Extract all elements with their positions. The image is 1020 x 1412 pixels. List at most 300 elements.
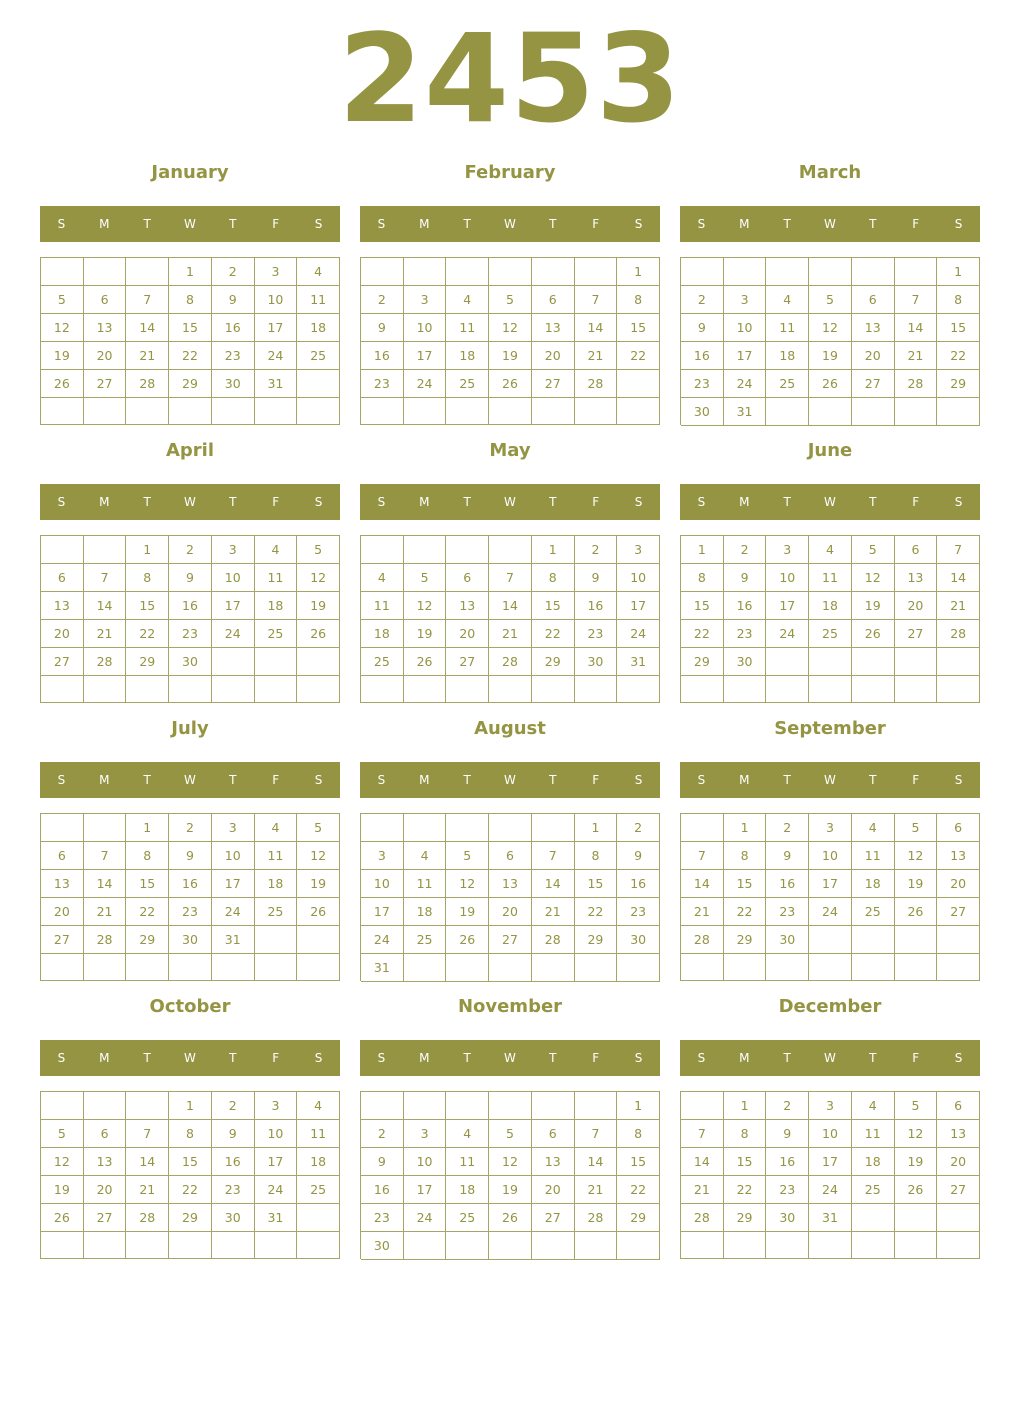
weekday-label: T (869, 1051, 877, 1065)
day-cell: 24 (617, 620, 660, 648)
day-cell: 17 (212, 592, 255, 620)
day-cell: 9 (361, 314, 404, 342)
day-cell: 17 (404, 1176, 447, 1204)
day-cell: 4 (766, 286, 809, 314)
month-name: April (165, 440, 215, 461)
day-cell: 4 (361, 564, 404, 592)
empty-day-cell (895, 1232, 938, 1259)
day-cell: 6 (41, 842, 84, 870)
day-cell: 29 (169, 1204, 212, 1232)
day-grid (40, 257, 340, 425)
day-cell: 10 (404, 314, 447, 342)
day-cell: 1 (126, 536, 169, 564)
weekday-label: F (912, 773, 920, 787)
day-cell: 10 (617, 564, 660, 592)
day-cell: 28 (489, 648, 532, 676)
day-cell: 24 (255, 1176, 298, 1204)
day-cell: 13 (489, 870, 532, 898)
day-cell: 11 (766, 314, 809, 342)
year-title: 2453 (338, 8, 682, 150)
day-cell: 24 (809, 1176, 852, 1204)
weekday-label: T (549, 217, 557, 231)
day-cell: 8 (617, 1120, 660, 1148)
empty-day-cell (724, 676, 767, 703)
day-cell: 16 (617, 870, 660, 898)
empty-day-cell (169, 398, 212, 425)
empty-day-cell (297, 1204, 340, 1232)
day-cell: 29 (575, 926, 618, 954)
day-cell: 18 (852, 870, 895, 898)
weekday-label: S (634, 495, 643, 509)
empty-day-cell (41, 398, 84, 425)
day-cell: 26 (489, 1204, 532, 1232)
empty-day-cell (297, 370, 340, 398)
day-cell: 24 (404, 370, 447, 398)
weekday-label: T (869, 773, 877, 787)
month-june (680, 438, 980, 708)
empty-day-cell (446, 398, 489, 425)
weekday-header (360, 484, 660, 520)
weekday-label: S (697, 217, 706, 231)
empty-day-cell (852, 926, 895, 954)
day-cell: 11 (255, 842, 298, 870)
day-cell: 1 (169, 258, 212, 286)
day-cell: 1 (126, 814, 169, 842)
weekday-header (680, 762, 980, 798)
empty-day-cell (575, 676, 618, 703)
weekday-label: S (697, 495, 706, 509)
weekday-header (360, 206, 660, 242)
day-cell: 29 (126, 926, 169, 954)
weekday-label: W (824, 1051, 836, 1065)
empty-day-cell (84, 398, 127, 425)
empty-day-cell (297, 926, 340, 954)
day-cell: 19 (852, 592, 895, 620)
day-cell: 12 (489, 1148, 532, 1176)
day-cell: 8 (169, 286, 212, 314)
weekday-label: M (739, 773, 750, 787)
day-cell: 19 (404, 620, 447, 648)
empty-day-cell (724, 1232, 767, 1259)
empty-day-cell (937, 954, 980, 981)
day-cell: 13 (84, 1148, 127, 1176)
day-cell: 25 (404, 926, 447, 954)
month-name: February (464, 162, 556, 183)
weekday-label: T (229, 1051, 237, 1065)
day-cell: 17 (361, 898, 404, 926)
empty-day-cell (126, 954, 169, 981)
day-cell: 15 (126, 870, 169, 898)
day-cell: 12 (489, 314, 532, 342)
weekday-label: T (229, 217, 237, 231)
day-cell: 1 (617, 258, 660, 286)
day-cell: 11 (852, 842, 895, 870)
day-cell: 12 (297, 842, 340, 870)
weekday-label: M (99, 217, 110, 231)
day-cell: 31 (212, 926, 255, 954)
day-cell: 9 (212, 286, 255, 314)
month-march (680, 160, 980, 430)
day-cell: 4 (297, 1092, 340, 1120)
day-cell: 15 (937, 314, 980, 342)
day-cell: 3 (809, 814, 852, 842)
day-cell: 4 (446, 1120, 489, 1148)
empty-day-cell (212, 954, 255, 981)
day-cell: 19 (41, 1176, 84, 1204)
day-cell: 22 (126, 898, 169, 926)
weekday-label: S (954, 495, 963, 509)
day-cell: 1 (681, 536, 724, 564)
day-cell: 28 (84, 926, 127, 954)
day-cell: 28 (681, 926, 724, 954)
empty-day-cell (361, 398, 404, 425)
empty-day-cell (937, 1204, 980, 1232)
day-cell: 18 (297, 314, 340, 342)
day-cell: 23 (361, 370, 404, 398)
day-cell: 8 (169, 1120, 212, 1148)
day-cell: 20 (937, 1148, 980, 1176)
weekday-label: W (824, 773, 836, 787)
month-february (360, 160, 660, 430)
day-cell: 19 (809, 342, 852, 370)
weekday-label: S (57, 495, 66, 509)
day-cell: 12 (809, 314, 852, 342)
day-cell: 12 (446, 870, 489, 898)
empty-day-cell (297, 954, 340, 981)
day-cell: 20 (41, 898, 84, 926)
empty-day-cell (532, 398, 575, 425)
day-cell: 9 (724, 564, 767, 592)
day-cell: 14 (84, 592, 127, 620)
day-cell: 14 (937, 564, 980, 592)
day-cell: 22 (937, 342, 980, 370)
day-cell: 5 (895, 814, 938, 842)
day-cell: 29 (724, 1204, 767, 1232)
empty-day-cell (937, 676, 980, 703)
day-cell: 11 (297, 286, 340, 314)
empty-day-cell (532, 814, 575, 842)
day-cell: 18 (446, 1176, 489, 1204)
day-cell: 29 (126, 648, 169, 676)
empty-day-cell (84, 676, 127, 703)
day-cell: 20 (84, 342, 127, 370)
empty-day-cell (212, 676, 255, 703)
day-cell: 3 (212, 536, 255, 564)
empty-day-cell (446, 258, 489, 286)
day-cell: 9 (575, 564, 618, 592)
weekday-label: T (869, 495, 877, 509)
day-cell: 9 (212, 1120, 255, 1148)
day-cell: 12 (297, 564, 340, 592)
empty-day-cell (852, 258, 895, 286)
empty-day-cell (446, 1232, 489, 1260)
weekday-label: S (697, 1051, 706, 1065)
empty-day-cell (489, 954, 532, 982)
day-cell: 18 (404, 898, 447, 926)
weekday-label: W (184, 217, 196, 231)
day-cell: 27 (532, 1204, 575, 1232)
day-cell: 11 (297, 1120, 340, 1148)
weekday-label: T (229, 495, 237, 509)
weekday-label: S (314, 773, 323, 787)
empty-day-cell (84, 1092, 127, 1120)
weekday-header (360, 1040, 660, 1076)
month-december (680, 994, 980, 1264)
day-cell: 22 (724, 1176, 767, 1204)
day-cell: 5 (895, 1092, 938, 1120)
day-cell: 21 (681, 1176, 724, 1204)
day-cell: 1 (617, 1092, 660, 1120)
day-grid (360, 257, 660, 425)
day-cell: 17 (766, 592, 809, 620)
weekday-label: W (184, 773, 196, 787)
weekday-label: S (954, 1051, 963, 1065)
day-cell: 16 (766, 870, 809, 898)
empty-day-cell (937, 648, 980, 676)
day-cell: 18 (766, 342, 809, 370)
empty-day-cell (169, 676, 212, 703)
empty-day-cell (852, 676, 895, 703)
day-grid (360, 1091, 660, 1259)
day-cell: 15 (575, 870, 618, 898)
day-cell: 5 (404, 564, 447, 592)
day-cell: 16 (575, 592, 618, 620)
day-cell: 20 (41, 620, 84, 648)
day-cell: 17 (724, 342, 767, 370)
day-cell: 3 (724, 286, 767, 314)
day-cell: 2 (169, 536, 212, 564)
day-cell: 12 (895, 842, 938, 870)
empty-day-cell (404, 676, 447, 703)
day-cell: 14 (532, 870, 575, 898)
day-cell: 12 (895, 1120, 938, 1148)
day-grid (680, 535, 980, 703)
day-cell: 2 (766, 1092, 809, 1120)
weekday-label: T (783, 217, 791, 231)
day-cell: 5 (41, 286, 84, 314)
weekday-label: F (272, 773, 280, 787)
day-cell: 11 (361, 592, 404, 620)
day-cell: 26 (41, 370, 84, 398)
day-cell: 29 (532, 648, 575, 676)
day-cell: 24 (255, 342, 298, 370)
empty-day-cell (255, 954, 298, 981)
day-cell: 30 (766, 1204, 809, 1232)
day-cell: 28 (575, 370, 618, 398)
day-cell: 1 (724, 1092, 767, 1120)
day-cell: 7 (532, 842, 575, 870)
weekday-header (40, 1040, 340, 1076)
day-cell: 26 (852, 620, 895, 648)
weekday-label: W (184, 495, 196, 509)
day-cell: 23 (169, 898, 212, 926)
weekday-label: S (57, 1051, 66, 1065)
empty-day-cell (404, 1232, 447, 1260)
weekday-label: S (634, 773, 643, 787)
weekday-label: S (377, 1051, 386, 1065)
month-name: July (171, 718, 209, 739)
day-cell: 27 (446, 648, 489, 676)
weekday-header (680, 206, 980, 242)
weekday-label: F (592, 217, 600, 231)
day-cell: 15 (169, 314, 212, 342)
weekday-label: F (592, 773, 600, 787)
day-cell: 15 (724, 1148, 767, 1176)
day-cell: 19 (489, 1176, 532, 1204)
day-cell: 16 (766, 1148, 809, 1176)
empty-day-cell (41, 258, 84, 286)
month-may (360, 438, 660, 708)
day-cell: 21 (489, 620, 532, 648)
empty-day-cell (212, 648, 255, 676)
day-cell: 3 (809, 1092, 852, 1120)
day-cell: 13 (532, 314, 575, 342)
day-cell: 3 (255, 258, 298, 286)
day-cell: 5 (852, 536, 895, 564)
empty-day-cell (489, 536, 532, 564)
day-cell: 24 (212, 898, 255, 926)
day-cell: 10 (361, 870, 404, 898)
day-cell: 19 (446, 898, 489, 926)
day-cell: 20 (84, 1176, 127, 1204)
month-september (680, 716, 980, 986)
day-cell: 21 (126, 1176, 169, 1204)
day-cell: 27 (41, 648, 84, 676)
day-cell: 26 (895, 898, 938, 926)
empty-day-cell (446, 1092, 489, 1120)
day-cell: 22 (617, 1176, 660, 1204)
empty-day-cell (852, 954, 895, 981)
day-cell: 7 (575, 1120, 618, 1148)
day-cell: 27 (489, 926, 532, 954)
day-grid (40, 813, 340, 981)
weekday-label: T (143, 495, 151, 509)
empty-day-cell (895, 648, 938, 676)
day-cell: 6 (84, 286, 127, 314)
day-cell: 18 (852, 1148, 895, 1176)
day-cell: 25 (809, 620, 852, 648)
day-cell: 28 (126, 370, 169, 398)
day-cell: 25 (297, 342, 340, 370)
month-july (40, 716, 340, 986)
empty-day-cell (895, 926, 938, 954)
day-cell: 1 (724, 814, 767, 842)
day-cell: 14 (489, 592, 532, 620)
day-grid (40, 1091, 340, 1259)
day-cell: 24 (809, 898, 852, 926)
day-cell: 17 (212, 870, 255, 898)
day-cell: 25 (297, 1176, 340, 1204)
day-cell: 23 (766, 898, 809, 926)
empty-day-cell (937, 1232, 980, 1259)
empty-day-cell (361, 676, 404, 703)
empty-day-cell (84, 954, 127, 981)
day-cell: 27 (937, 1176, 980, 1204)
day-cell: 2 (361, 286, 404, 314)
day-cell: 29 (169, 370, 212, 398)
day-cell: 13 (937, 1120, 980, 1148)
weekday-label: T (549, 495, 557, 509)
day-cell: 7 (681, 1120, 724, 1148)
day-cell: 16 (212, 314, 255, 342)
day-cell: 12 (41, 314, 84, 342)
empty-day-cell (809, 676, 852, 703)
day-cell: 4 (404, 842, 447, 870)
empty-day-cell (724, 258, 767, 286)
day-cell: 9 (169, 564, 212, 592)
empty-day-cell (489, 1092, 532, 1120)
weekday-label: S (697, 773, 706, 787)
day-cell: 9 (617, 842, 660, 870)
day-grid (40, 535, 340, 703)
day-cell: 24 (766, 620, 809, 648)
empty-day-cell (404, 1092, 447, 1120)
day-cell: 7 (681, 842, 724, 870)
empty-day-cell (681, 258, 724, 286)
day-grid (360, 813, 660, 981)
day-cell: 30 (766, 926, 809, 954)
empty-day-cell (404, 954, 447, 982)
day-cell: 7 (84, 564, 127, 592)
empty-day-cell (41, 814, 84, 842)
empty-day-cell (852, 398, 895, 426)
empty-day-cell (489, 814, 532, 842)
day-cell: 11 (852, 1120, 895, 1148)
day-cell: 15 (617, 1148, 660, 1176)
day-grid (680, 813, 980, 981)
weekday-label: T (869, 217, 877, 231)
day-cell: 27 (84, 370, 127, 398)
day-cell: 1 (575, 814, 618, 842)
day-cell: 25 (361, 648, 404, 676)
day-cell: 25 (446, 370, 489, 398)
weekday-label: F (912, 495, 920, 509)
day-cell: 8 (724, 842, 767, 870)
day-cell: 20 (937, 870, 980, 898)
day-cell: 8 (937, 286, 980, 314)
empty-day-cell (809, 926, 852, 954)
day-cell: 20 (532, 1176, 575, 1204)
day-cell: 16 (212, 1148, 255, 1176)
day-cell: 30 (212, 1204, 255, 1232)
day-cell: 19 (41, 342, 84, 370)
empty-day-cell (41, 1232, 84, 1259)
day-cell: 3 (255, 1092, 298, 1120)
day-cell: 6 (489, 842, 532, 870)
empty-day-cell (809, 954, 852, 981)
day-cell: 24 (212, 620, 255, 648)
empty-day-cell (895, 1204, 938, 1232)
day-cell: 21 (895, 342, 938, 370)
month-august (360, 716, 660, 986)
weekday-label: M (419, 773, 430, 787)
empty-day-cell (297, 398, 340, 425)
day-cell: 24 (361, 926, 404, 954)
weekday-label: T (463, 1051, 471, 1065)
day-cell: 29 (724, 926, 767, 954)
day-cell: 8 (575, 842, 618, 870)
empty-day-cell (446, 954, 489, 982)
day-grid (360, 535, 660, 703)
day-cell: 4 (255, 814, 298, 842)
day-cell: 7 (126, 286, 169, 314)
day-cell: 6 (84, 1120, 127, 1148)
empty-day-cell (809, 648, 852, 676)
weekday-label: F (272, 495, 280, 509)
day-cell: 31 (617, 648, 660, 676)
month-name: January (151, 162, 229, 183)
day-cell: 15 (724, 870, 767, 898)
